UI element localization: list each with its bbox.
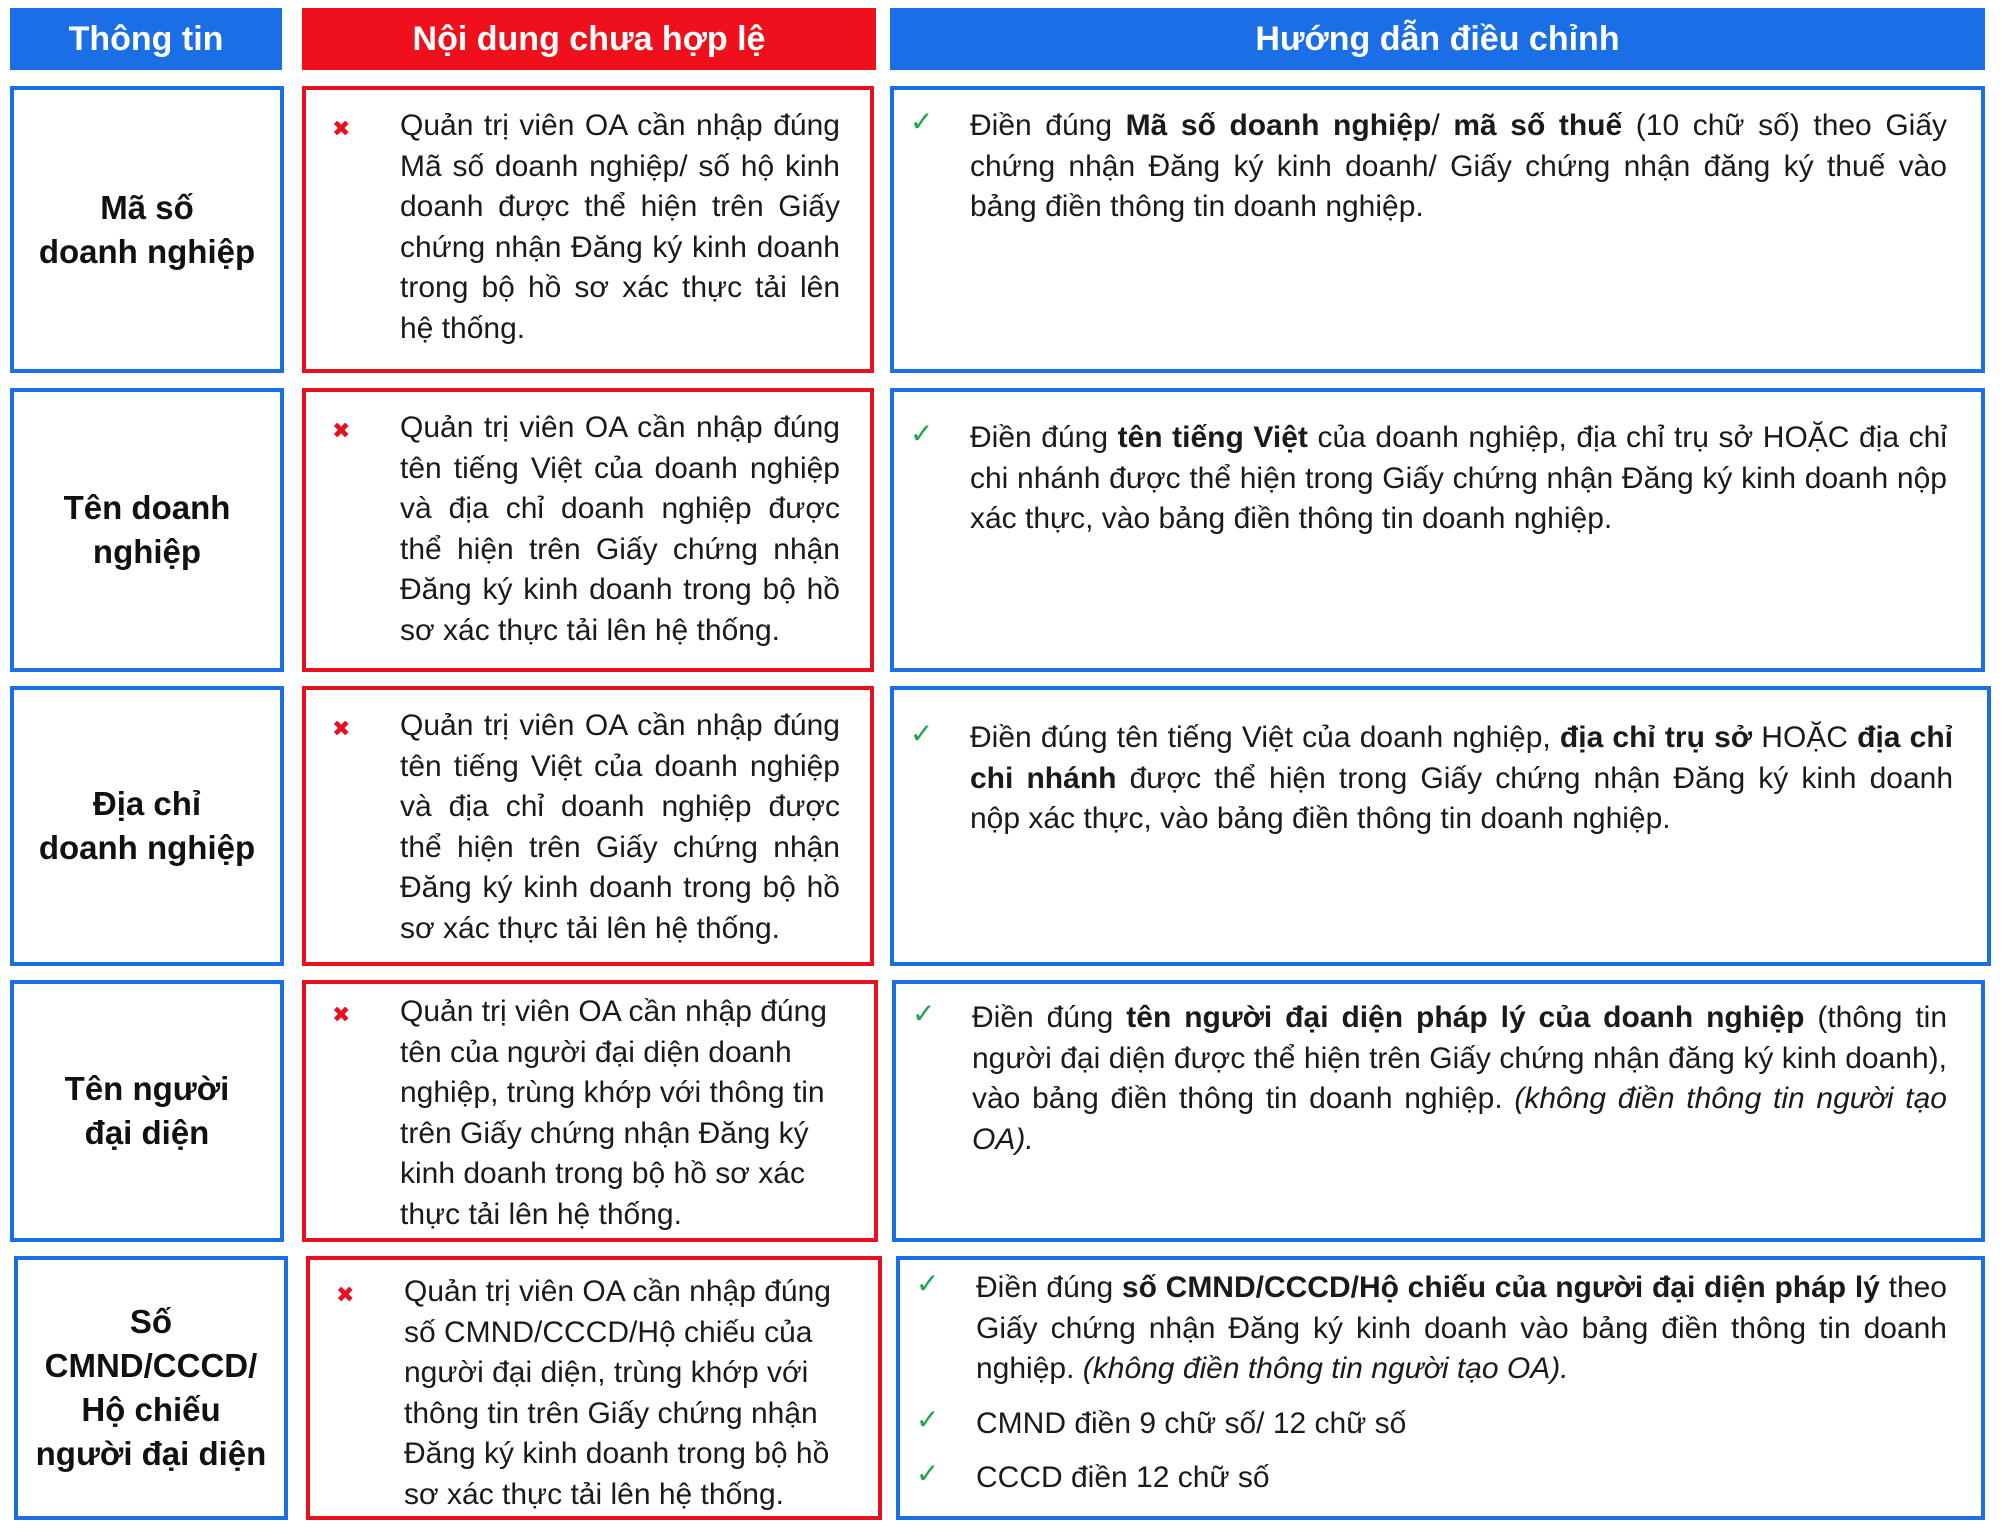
guide-text: CCCD điền 12 chữ số — [976, 1461, 1270, 1494]
row-5-guide-cell — [896, 1256, 1985, 1520]
guide-text: Điền đúng tên tiếng Việt của doanh nghiệp, địa chỉ trụ sở HOẶC địa chỉ chi nhánh được thể hiện trong Giấy chứng nhận Đăng ký kinh doanh nộp xác thực, vào bảng điền thông tin doanh nghiệp. — [970, 421, 1947, 535]
row-2-invalid-cell — [302, 388, 874, 672]
cross-icon: ✖ — [332, 716, 351, 741]
cross-icon: ✖ — [336, 1282, 355, 1307]
row-label-line: Số — [129, 1303, 173, 1340]
guide-text: Điền đúng tên tiếng Việt của doanh nghiệp, địa chỉ trụ sở HOẶC địa chỉ chi nhánh được thể hiện trong Giấy chứng nhận Đăng ký kinh doanh nộp xác thực, vào bảng điền thông tin doanh nghiệp. — [970, 721, 1953, 835]
row-label-line: Tên người — [64, 1070, 230, 1107]
invalid-item — [332, 106, 840, 349]
guide-item — [916, 1458, 1947, 1499]
check-icon: ✓ — [916, 1268, 940, 1299]
row-label — [39, 782, 255, 870]
invalid-item — [336, 1272, 870, 1515]
guide-item — [910, 718, 1953, 840]
guide-list — [912, 998, 1947, 1174]
row-label-line: Hộ chiếu — [81, 1391, 221, 1428]
row-label-line: CMND/CCCD/ — [44, 1347, 258, 1384]
guide-text: Điền đúng tên người đại diện pháp lý của doanh nghiệp (thông tin người đại diện được thể hiện trên Giấy chứng nhận đăng ký kinh doanh), vào bảng điền thông tin doanh nghiệp. (không điền thông tin người tạo OA). — [972, 1001, 1947, 1156]
invalid-text: Quản trị viên OA cần nhập đúng tên của người đại diện doanh nghiệp, trùng khớp với thông tin trên Giấy chứng nhận Đăng ký kinh doanh trong bộ hồ sơ xác thực tải lên hệ thống. — [400, 995, 827, 1231]
guide-item — [910, 106, 1947, 228]
guide-item — [910, 418, 1947, 540]
guide-list — [910, 106, 1947, 242]
header-guide — [890, 8, 1985, 70]
row-label-line: đại diện — [84, 1114, 210, 1151]
invalid-item — [332, 408, 840, 651]
guide-item — [912, 998, 1947, 1160]
row-2-guide-cell — [890, 388, 1985, 672]
check-icon: ✓ — [916, 1458, 940, 1489]
row-3-invalid-cell — [302, 686, 874, 966]
row-label-line: Mã số — [100, 188, 194, 226]
row-label-line: Tên doanh — [63, 489, 231, 526]
row-4-label-cell — [10, 980, 284, 1242]
row-label-line: doanh nghiệp — [38, 232, 256, 270]
guide-text: Điền đúng số CMND/CCCD/Hộ chiếu của người đại diện pháp lý theo Giấy chứng nhận Đăng ký kinh doanh vào bảng điền thông tin doanh nghiệp. (không điền thông tin người tạo OA). — [976, 1271, 1947, 1385]
invalid-item — [332, 706, 840, 949]
header-invalid-label: Nội dung chưa hợp lệ — [412, 19, 766, 58]
check-icon: ✓ — [910, 106, 934, 137]
invalid-text: Quản trị viên OA cần nhập đúng tên tiếng Việt của doanh nghiệp và địa chỉ doanh nghiệp được thể hiện trên Giấy chứng nhận Đăng ký kinh doanh trong bộ hồ sơ xác thực tải lên hệ thống. — [400, 709, 840, 945]
guide-text: Điền đúng Mã số doanh nghiệp/ mã số thuế (10 chữ số) theo Giấy chứng nhận Đăng ký kinh doanh/ Giấy chứng nhận đăng ký thuế vào bảng điền thông tin doanh nghiệp. — [970, 109, 1948, 223]
row-label-line: người đại diện — [35, 1435, 267, 1472]
header-info-label: Thông tin — [68, 19, 224, 58]
guide-item — [916, 1268, 1947, 1390]
row-5-label-cell — [14, 1256, 288, 1520]
row-label — [36, 1300, 267, 1476]
row-label-line: doanh nghiệp — [38, 829, 256, 866]
guide-list — [910, 718, 1953, 854]
row-5-invalid-cell — [306, 1256, 882, 1520]
row-1-label-cell — [10, 86, 284, 373]
cross-icon: ✖ — [332, 1002, 351, 1027]
header-info — [10, 8, 282, 70]
row-1-guide-cell — [890, 86, 1985, 373]
invalid-text: Quản trị viên OA cần nhập đúng số CMND/CCCD/Hộ chiếu của người đại diện, trùng khớp với thông tin trên Giấy chứng nhận Đăng ký kinh doanh trong bộ hồ sơ xác thực tải lên hệ thống. — [404, 1275, 831, 1511]
check-icon: ✓ — [910, 418, 934, 449]
row-label-line: Địa chỉ — [92, 785, 202, 822]
row-3-label-cell — [10, 686, 284, 966]
row-1-invalid-cell — [302, 86, 874, 373]
guide-list — [916, 1268, 1947, 1513]
invalid-item — [332, 992, 866, 1235]
invalid-text: Quản trị viên OA cần nhập đúng Mã số doanh nghiệp/ số hộ kinh doanh được thể hiện trên Giấy chứng nhận Đăng ký kinh doanh trong bộ hồ sơ xác thực tải lên hệ thống. — [400, 109, 840, 345]
cross-icon: ✖ — [332, 418, 351, 443]
row-label — [39, 186, 255, 274]
check-icon: ✓ — [910, 718, 934, 749]
guide-item — [916, 1404, 1947, 1445]
invalid-text: Quản trị viên OA cần nhập đúng tên tiếng Việt của doanh nghiệp và địa chỉ doanh nghiệp được thể hiện trên Giấy chứng nhận Đăng ký kinh doanh trong bộ hồ sơ xác thực tải lên hệ thống. — [400, 411, 840, 647]
row-label — [64, 486, 231, 574]
row-4-guide-cell — [892, 980, 1985, 1242]
header-guide-label: Hướng dẫn điều chỉnh — [1255, 19, 1620, 58]
row-3-guide-cell — [890, 686, 1991, 966]
guide-text: CMND điền 9 chữ số/ 12 chữ số — [976, 1406, 1407, 1440]
check-icon: ✓ — [912, 998, 936, 1029]
row-2-label-cell — [10, 388, 284, 672]
row-label — [65, 1067, 230, 1155]
row-label-line: nghiệp — [92, 533, 202, 570]
cross-icon: ✖ — [332, 116, 351, 141]
check-icon: ✓ — [916, 1403, 940, 1435]
row-4-invalid-cell — [302, 980, 878, 1242]
header-invalid — [302, 8, 876, 70]
guide-list — [910, 418, 1947, 554]
